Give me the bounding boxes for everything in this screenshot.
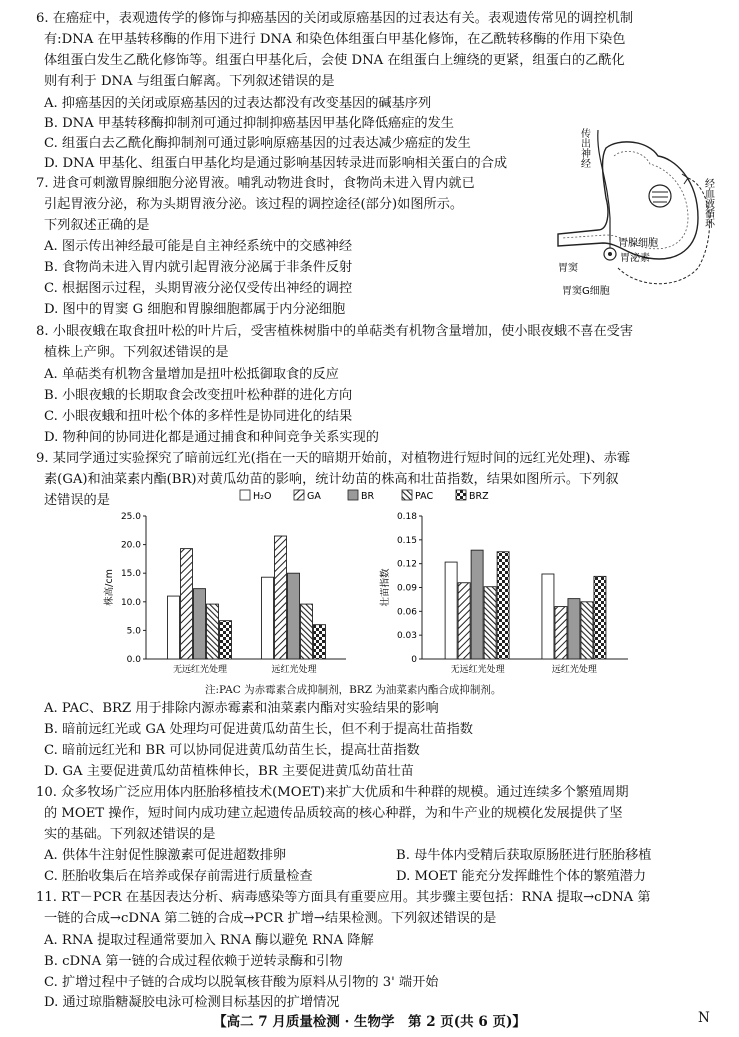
q11-option-b: B. cDNA 第一链的合成过程依赖于逆转录酶和引物 bbox=[44, 954, 343, 969]
y-tick-label-0-4: 20.0 bbox=[120, 540, 141, 551]
q9-stem-line-2: 素(GA)和油菜素内酯(BR)对黄瓜幼苗的影响，统计幼苗的株高和壮苗指数，结果如图所示。下列叙 bbox=[44, 472, 619, 487]
q6-option-b: B. DNA 甲基转移酶抑制剂可通过抑制抑癌基因甲基化降低癌症的发生 bbox=[44, 116, 454, 131]
q9-stem-line-1: 9. 某同学通过实验探究了暗前远红光(指在一天的暗期开始前，对植物进行短时间的远红光处理)、赤霉 bbox=[36, 451, 631, 466]
y-tick-label-1-4: 0.12 bbox=[396, 559, 417, 570]
y-tick-label-1-6: 0.18 bbox=[396, 512, 417, 522]
q6-option-d: D. DNA 甲基化、组蛋白甲基化均是通过影响基因转录进而影响相关蛋白的合成 bbox=[44, 156, 508, 171]
bar-1-0-4 bbox=[497, 552, 509, 659]
y-tick-label-0-1: 5.0 bbox=[126, 626, 141, 637]
legend-label-3: PAC bbox=[415, 491, 434, 502]
q7-option-a: A. 图示传出神经最可能是自主神经系统中的交感神经 bbox=[44, 239, 353, 254]
q9-option-d: D. GA 主要促进黄瓜幼苗植株伸长，BR 主要促进黄瓜幼苗壮苗 bbox=[44, 764, 414, 779]
q11-stem-line-1: 11. RT－PCR 在基因表达分析、病毒感染等方面具有重要应用。其步骤主要包括：RNA 提取→cDNA 第 bbox=[36, 890, 651, 905]
y-tick-label-1-5: 0.15 bbox=[396, 535, 417, 546]
q7-option-b: B. 食物尚未进入胃内就引起胃液分泌属于非条件反射 bbox=[44, 260, 353, 275]
q9-option-c: C. 暗前远红光和 BR 可以协同促进黄瓜幼苗生长，提高壮苗指数 bbox=[44, 743, 420, 758]
bar-1-1-1 bbox=[555, 607, 567, 659]
q7-stem-line-3: 下列叙述正确的是 bbox=[44, 218, 150, 233]
q6-stem-line-4: 则有利于 DNA 与组蛋白解离。下列叙述错误的是 bbox=[44, 74, 335, 89]
legend-label-1: GA bbox=[307, 491, 321, 502]
page-footer-letter: N bbox=[698, 1010, 710, 1026]
label-antrum-g-cell: 胃窦G细胞 bbox=[562, 286, 610, 297]
q10-stem-line-2: 的 MOET 操作，短时间内成功建立起遗传品质较高的核心种群，为和牛产业的规模化发展提供了坚 bbox=[44, 806, 623, 821]
q10-option-a: A. 供体牛注射促性腺激素可促进超数排卵 bbox=[44, 848, 287, 863]
label-efferent-nerve: 传出神经 bbox=[578, 128, 590, 168]
q6-option-a: A. 抑癌基因的关闭或原癌基因的过表达都没有改变基因的碱基序列 bbox=[44, 96, 432, 111]
bar-0-0-1 bbox=[181, 549, 193, 659]
q6-stem-line-2: 有:DNA 在甲基转移酶的作用下进行 DNA 和染色体组蛋白甲基化修饰，在乙酰转移酶的作用下染色 bbox=[44, 32, 626, 47]
x-category-label-1-0: 无远红光处理 bbox=[450, 665, 505, 675]
bar-0-1-1 bbox=[275, 536, 287, 659]
y-tick-label-0-5: 25.0 bbox=[120, 512, 141, 522]
legend-swatch-1 bbox=[294, 490, 304, 500]
q7-option-c: C. 根据图示过程，头期胃液分泌仅受传出神经的调控 bbox=[44, 281, 353, 296]
bar-1-1-3 bbox=[581, 602, 593, 659]
q11-option-c: C. 扩增过程中子链的合成均以脱氧核苷酸为原料从引物的 3' 端开始 bbox=[44, 975, 439, 990]
x-category-label-0-1: 远红光处理 bbox=[271, 665, 317, 675]
q9-charts bbox=[100, 484, 690, 684]
bar-0-0-3 bbox=[207, 604, 219, 659]
q9-option-a: A. PAC、BRZ 用于排除内源赤霉素和油菜素内酯对实验结果的影响 bbox=[44, 701, 439, 716]
y-axis-title-0: 株高/cm bbox=[104, 569, 115, 606]
y-tick-label-0-3: 15.0 bbox=[120, 569, 141, 580]
chart-plant-height bbox=[103, 512, 346, 675]
bar-1-0-1 bbox=[458, 583, 470, 659]
bar-0-1-2 bbox=[288, 573, 300, 659]
bar-0-1-4 bbox=[314, 625, 326, 659]
label-blood-circulation: 经血液循环 bbox=[702, 178, 714, 228]
y-tick-label-0-2: 10.0 bbox=[120, 597, 141, 608]
bar-0-1-0 bbox=[262, 577, 274, 659]
legend-swatch-2 bbox=[348, 490, 358, 500]
bar-1-1-0 bbox=[542, 574, 554, 659]
legend-swatch-0 bbox=[240, 490, 250, 500]
q11-stem-line-2: 一链的合成→cDNA 第二链的合成→PCR 扩增→结果检测。下列叙述错误的是 bbox=[44, 911, 497, 926]
legend-swatch-3 bbox=[402, 490, 412, 500]
legend-swatch-4 bbox=[456, 490, 466, 500]
gland-cell-icon bbox=[649, 185, 671, 207]
q8-stem-line-2: 植株上产卵。下列叙述错误的是 bbox=[44, 345, 229, 360]
bar-1-1-2 bbox=[568, 599, 580, 659]
q10-stem-line-1: 10. 众多牧场广泛应用体内胚胎移植技术(MOET)来扩大优质和牛种群的规模。通过连续多个繁殖周期 bbox=[36, 785, 629, 800]
q9-stem-line-3: 述错误的是 bbox=[44, 493, 110, 508]
legend-label-0: H₂O bbox=[253, 491, 272, 502]
y-tick-label-1-3: 0.09 bbox=[396, 583, 417, 594]
stomach-diagram bbox=[548, 118, 724, 304]
q11-option-d: D. 通过琼脂糖凝胶电泳可检测目标基因的扩增情况 bbox=[44, 995, 340, 1010]
q7-stem-line-1: 7. 进食可刺激胃腺细胞分泌胃液。哺乳动物进食时，食物尚未进入胃内就已 bbox=[36, 176, 475, 191]
bar-1-0-3 bbox=[484, 587, 496, 659]
legend-label-4: BRZ bbox=[469, 491, 489, 502]
y-tick-label-0-0: 0.0 bbox=[126, 655, 141, 665]
y-axis-title-1: 壮苗指数 bbox=[380, 568, 391, 607]
label-gland-cell: 胃腺细胞 bbox=[618, 238, 658, 249]
q8-option-d: D. 物种间的协同进化都是通过捕食和种间竞争关系实现的 bbox=[44, 430, 379, 445]
q9-chart-note: 注:PAC 为赤霉素合成抑制剂，BRZ 为油菜素内酯合成抑制剂。 bbox=[205, 684, 502, 696]
legend-label-2: BR bbox=[361, 491, 375, 502]
q6-stem-line-1: 6. 在癌症中，表观遗传学的修饰与抑癌基因的关闭或原癌基因的过表达有关。表观遗传常见的调控机制 bbox=[36, 11, 634, 26]
bar-0-0-2 bbox=[194, 589, 206, 659]
y-tick-label-1-0: 0 bbox=[411, 655, 417, 665]
bar-1-0-2 bbox=[471, 550, 483, 659]
q10-option-d: D. MOET 能充分发挥雌性个体的繁殖潜力 bbox=[396, 869, 647, 884]
circulation-path bbox=[618, 178, 709, 284]
chart-legend bbox=[240, 490, 489, 502]
q6-option-c: C. 组蛋白去乙酰化酶抑制剂可通过影响原癌基因的过表达减少癌症的发生 bbox=[44, 136, 471, 151]
circulation-arrow-icon bbox=[682, 174, 688, 184]
q10-stem-line-3: 实的基础。下列叙述错误的是 bbox=[44, 827, 216, 842]
page-footer: 【高二 7 月质量检测 · 生物学 第 2 页(共 6 页)】 bbox=[213, 1014, 526, 1030]
bar-0-1-3 bbox=[301, 604, 313, 659]
q8-option-b: B. 小眼夜蛾的长期取食会改变扭叶松种群的进化方向 bbox=[44, 388, 353, 403]
bar-1-1-4 bbox=[594, 576, 606, 659]
g-cell-nucleus-icon bbox=[608, 252, 612, 256]
q6-stem-line-3: 体组蛋白发生乙酰化修饰等。组蛋白甲基化后，会使 DNA 在组蛋白上缠绕的更紧，组蛋白的乙酰化 bbox=[44, 53, 625, 68]
q8-option-a: A. 单萜类有机物含量增加是扭叶松抵御取食的反应 bbox=[44, 367, 339, 382]
q9-option-b: B. 暗前远红光或 GA 处理均可促进黄瓜幼苗生长，但不利于提高壮苗指数 bbox=[44, 722, 473, 737]
q8-stem-line-1: 8. 小眼夜蛾在取食扭叶松的叶片后，受害植株树脂中的单萜类有机物含量增加，使小眼夜蛾不喜在受害 bbox=[36, 324, 634, 339]
q8-option-c: C. 小眼夜蛾和扭叶松个体的多样性是协同进化的结果 bbox=[44, 409, 353, 424]
q10-option-b: B. 母牛体内受精后获取原肠胚进行胚胎移植 bbox=[396, 848, 652, 863]
q7-option-d: D. 图中的胃窦 G 细胞和胃腺细胞都属于内分泌细胞 bbox=[44, 302, 346, 317]
y-tick-label-1-1: 0.03 bbox=[396, 631, 417, 642]
gland-cell-texture bbox=[652, 192, 668, 202]
label-antrum: 胃窦 bbox=[558, 263, 578, 274]
label-gastrin: 胃泌素 bbox=[620, 253, 650, 264]
x-category-label-1-1: 远红光处理 bbox=[551, 665, 597, 675]
x-category-label-0-0: 无远红光处理 bbox=[172, 665, 228, 675]
q7-stem-line-2: 引起胃液分泌，称为头期胃液分泌。该过程的调控途径(部分)如图所示。 bbox=[44, 197, 464, 212]
bar-0-0-4 bbox=[220, 621, 232, 659]
y-tick-label-1-2: 0.06 bbox=[396, 607, 417, 618]
bar-1-0-0 bbox=[445, 562, 457, 659]
bar-0-0-0 bbox=[168, 596, 180, 659]
q11-option-a: A. RNA 提取过程通常要加入 RNA 酶以避免 RNA 降解 bbox=[44, 933, 374, 948]
q10-option-c: C. 胚胎收集后在培养或保存前需进行质量检查 bbox=[44, 869, 313, 884]
chart-seedling-index bbox=[379, 512, 628, 675]
